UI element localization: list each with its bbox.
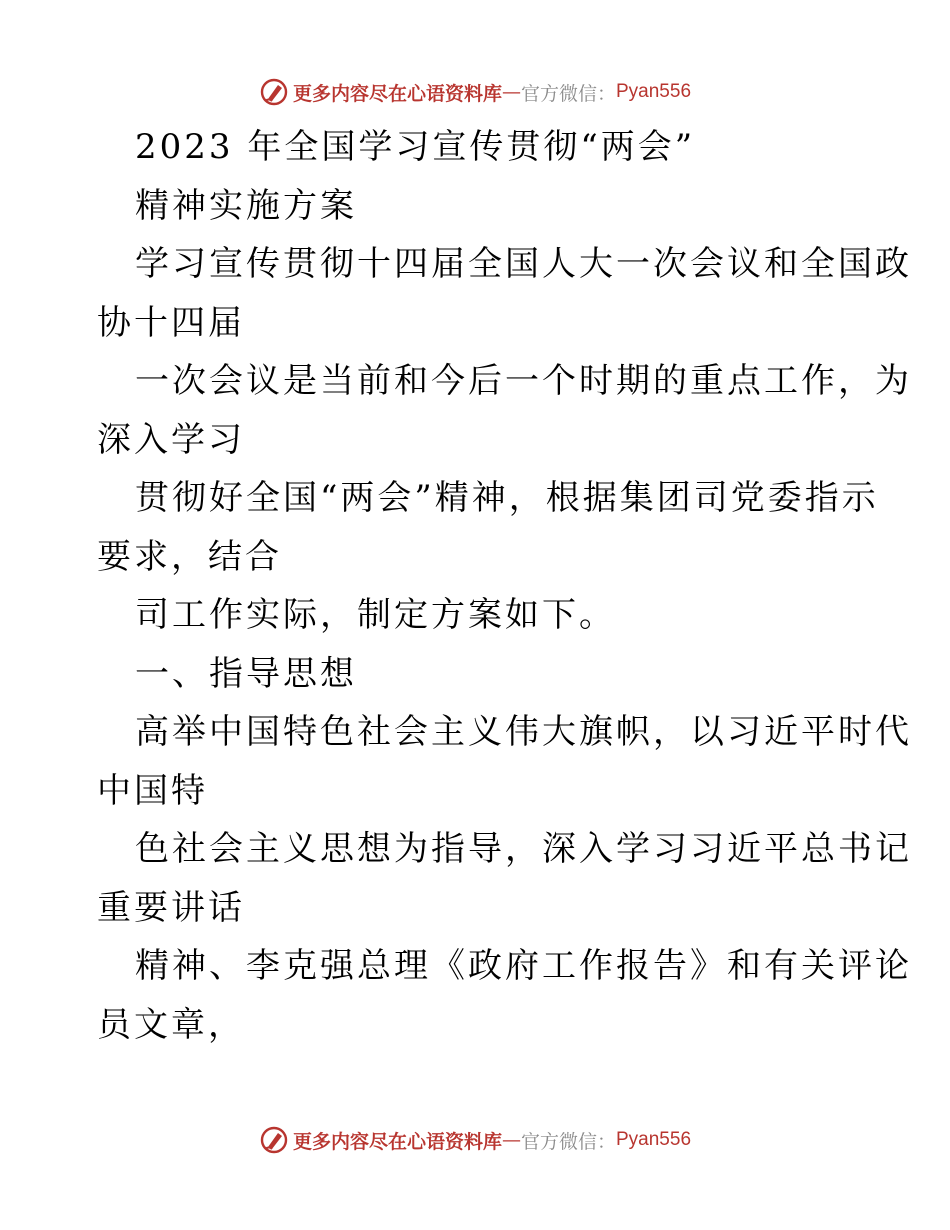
pen-quill-logo-icon: [259, 1125, 289, 1155]
pen-quill-logo-icon: [259, 77, 289, 107]
watermark-dash: —: [501, 81, 521, 103]
paragraph-line: 要求，结合: [97, 536, 282, 577]
paragraph-line: 重要讲话: [97, 887, 245, 928]
watermark-contact-id: Pyan556: [616, 81, 692, 102]
paragraph-line: 深入学习: [97, 419, 245, 460]
paragraph-line: 色社会主义思想为指导，深入学习习近平总书记: [135, 829, 912, 869]
paragraph-line: 协十四届: [97, 302, 245, 343]
paragraph-line: 高举中国特色社会主义伟大旗帜，以习近平时代: [135, 712, 912, 752]
paragraph-line: 司工作实际，制定方案如下。: [135, 595, 616, 635]
paragraph-line: 学习宣传贯彻十四届全国人大一次会议和全国政: [135, 244, 912, 284]
watermark-dash: —: [501, 1129, 521, 1151]
paragraph-line: 一次会议是当前和今后一个时期的重点工作，为: [135, 361, 912, 401]
paragraph-line: 精神、李克强总理《政府工作报告》和有关评论: [135, 946, 912, 986]
watermark-site-text: 更多内容尽在心语资料库: [292, 82, 502, 105]
paragraph-line: 员文章，: [97, 1004, 245, 1045]
header-watermark: [0, 72, 950, 112]
paragraph-line: 贯彻好全国“两会”精神，根据集团司党委指示: [135, 478, 879, 518]
paragraph-line: 中国特: [97, 770, 208, 811]
footer-watermark: [0, 1120, 950, 1160]
watermark-site-text: 更多内容尽在心语资料库: [292, 1130, 502, 1153]
document-body: [97, 118, 912, 1054]
document-title-line: 精神实施方案: [135, 185, 357, 226]
watermark-contact-label: 官方微信：: [520, 1130, 616, 1153]
watermark-contact-label: 官方微信：: [520, 82, 616, 105]
watermark-contact-id: Pyan556: [616, 1129, 692, 1150]
document-title-line: 2023 年全国学习宣传贯彻“两会”: [135, 127, 696, 167]
section-heading: 一、指导思想: [135, 653, 357, 694]
